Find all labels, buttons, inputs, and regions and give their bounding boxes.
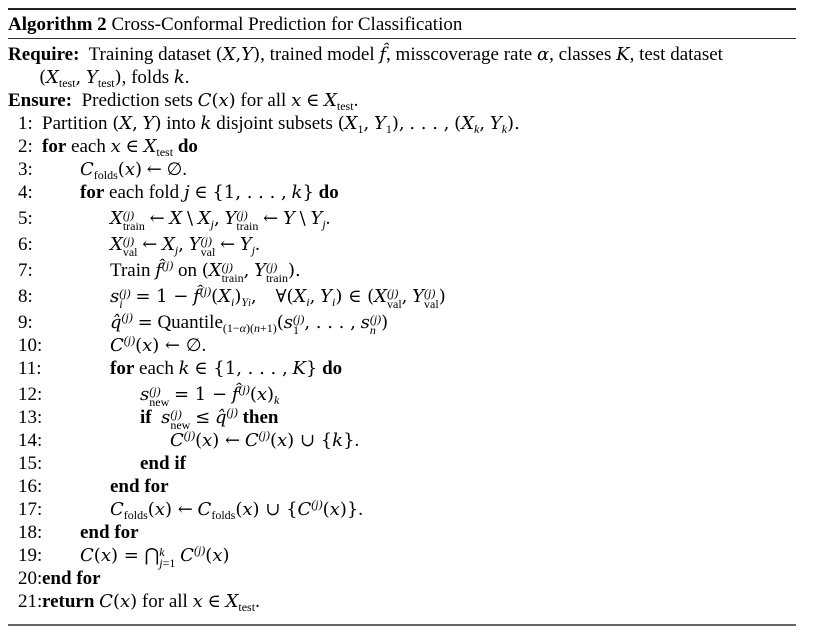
keyword-end-for: end for <box>42 568 101 589</box>
algorithm-line-7: 7: Train f̂$^{(j)}$ on (X (j) train , Y (j) train ). <box>18 258 301 285</box>
sub: new <box>170 418 191 432</box>
algorithm-line-2: 2: for each x ∈ $X_{test}$ do <box>18 136 198 159</box>
algorithm-line-6: 6: X (j) val ← $X_j$, Y (j) val ← $Y_j$. <box>18 234 260 259</box>
text: Partition <box>42 113 108 134</box>
sub: new <box>149 395 170 409</box>
keyword-end-for: end for <box>110 476 169 497</box>
text: Train <box>110 260 151 281</box>
algorithm-line-16 <box>8 475 796 498</box>
algorithm-line-17: 17: $C_{folds}(x)$ ← $C_{folds}(x)$ ∪ $\{C^{(j)}(x)\}$. <box>18 497 364 522</box>
line-number: 17: <box>18 499 43 520</box>
algorithm-line-4: 4: for each fold j ∈ {1, . . . , k} do <box>18 182 339 203</box>
line-number: 5: <box>18 208 33 229</box>
keyword-return: return <box>42 591 95 612</box>
sub: test <box>336 99 354 113</box>
keyword-then: then <box>242 407 279 428</box>
text: Quantile <box>157 312 223 333</box>
text: Prediction sets <box>81 90 193 111</box>
line-number: 7: <box>18 260 33 281</box>
keyword-for: for <box>42 136 67 157</box>
algorithm-line-20 <box>8 567 796 590</box>
line-number: 9: <box>18 312 33 333</box>
keyword-do: do <box>322 358 343 379</box>
text: classes <box>558 44 612 65</box>
text: folds <box>131 67 170 88</box>
algorithm-line-11: 11: for each k ∈ {1, . . . , K} do <box>18 358 343 379</box>
algorithm-caption <box>8 10 796 38</box>
sub: test <box>156 145 174 159</box>
sub: test <box>238 600 256 614</box>
algorithm-line-21: 21: return C(x) for all x ∈ $X_{test}$. <box>18 591 260 614</box>
text: on <box>177 260 197 281</box>
algorithm-line-3: 3: $C_{folds}(x)$ ← ∅. <box>18 159 188 182</box>
keyword-for: for <box>80 182 105 203</box>
keyword-do: do <box>177 136 198 157</box>
sub: test <box>97 76 115 90</box>
line-number: 10: <box>18 335 43 356</box>
algorithm-line-19: 19: C(x) = ⋂ k j=1 $C^{(j)}(x)$ <box>18 543 230 570</box>
sub: folds <box>123 508 148 522</box>
algorithm-block <box>8 8 796 613</box>
ensure-line: Ensure: Prediction sets C(x) for all x ∈ $X_{test}$. <box>8 90 359 113</box>
ensure-label: Ensure: <box>8 90 73 111</box>
line-number: 13: <box>18 407 43 428</box>
line-number: 6: <box>18 234 33 255</box>
bottom-rule <box>8 624 796 626</box>
line-number: 8: <box>18 286 33 307</box>
sub: train <box>265 271 288 285</box>
line-number: 2: <box>18 136 33 157</box>
text: fold <box>148 182 180 203</box>
algorithm-line-15 <box>8 452 796 475</box>
algorithm-line-18 <box>8 521 796 544</box>
keyword-if: if <box>140 407 152 428</box>
text: each <box>139 358 174 379</box>
keyword-end-for: end for <box>80 522 139 543</box>
sub: val <box>122 245 138 259</box>
algorithm-line-12: 12: s (j) new = $1 - f̂^{(j)}(x)_k$ <box>18 382 280 409</box>
text: each <box>71 136 106 157</box>
text: into <box>166 113 196 134</box>
algorithm-line-5: 5: X (j) train ← X \ $X_j$, Y (j) train ← Y \ $Y_j$. <box>18 208 331 233</box>
text: disjoint subsets <box>216 113 333 134</box>
sub: val <box>424 297 439 311</box>
sub: train <box>122 219 145 233</box>
sub: val <box>387 297 402 311</box>
sub: val <box>200 245 216 259</box>
sub: train <box>236 219 259 233</box>
algorithm-line-13: 13: if s (j) new ≤ q̂$^{(j)}$ then <box>18 405 279 432</box>
keyword-for: for <box>110 358 135 379</box>
line-number: 14: <box>18 430 43 451</box>
algorithm-title: Cross-Conformal Prediction for Classification <box>111 14 463 35</box>
text: for all <box>141 591 188 612</box>
line-number: 3: <box>18 159 33 180</box>
require-line: Require: Training dataset (X,Y), trained model f̂, misscoverage rate α, classes K, test dataset <box>8 44 723 65</box>
line-number: 12: <box>18 384 43 405</box>
line-number: 15: <box>18 453 43 474</box>
line-number: 18: <box>18 522 43 543</box>
algorithm-line-9: 9: q̂$^{(j)}$ = Quantile$_{(1-\alpha)(n+1)}$(s (j) 1 , . . . , s (j) n ) <box>18 310 389 337</box>
algorithm-body <box>8 39 796 613</box>
line-number: 20: <box>18 568 43 589</box>
line-number: 1: <box>18 113 33 134</box>
text: each <box>109 182 144 203</box>
line-number: 21: <box>18 591 43 612</box>
sub: folds <box>93 168 118 182</box>
algorithm-line-14: 14: $C^{(j)}(x)$ ← $C^{(j)}(x)$ ∪ {k}. <box>18 428 360 451</box>
sub: folds <box>211 508 236 522</box>
keyword-end-if: end if <box>140 453 186 474</box>
text: for all <box>240 90 287 111</box>
text: trained model <box>269 44 375 65</box>
line-number: 11: <box>18 358 42 379</box>
text: Training dataset <box>88 44 211 65</box>
sub: train <box>221 271 244 285</box>
sub: test <box>58 76 76 90</box>
algorithm-line-8: 8: s (j) i = $1 - f̂^{(j)}(X_i)_{Yi}$, $\forall(X_i$, $Y_i$) ∈ (X (j) val , Y (j) val ) <box>18 284 446 311</box>
keyword-do: do <box>318 182 339 203</box>
require-line-cont: ($X_{test}$, $Y_{test}$), folds k. <box>39 67 190 90</box>
algorithm-line-1: 1: Partition (X, Y) into k disjoint subsets ($X_1$, $Y_1$), . . . , ($X_k$, $Y_k$). <box>18 113 520 136</box>
line-number: 19: <box>18 545 43 566</box>
require-label: Require: <box>8 44 80 65</box>
algorithm-label: Algorithm 2 <box>8 14 107 35</box>
line-number: 4: <box>18 182 33 203</box>
algorithm-line-10: 10: $C^{(j)}(x)$ ← ∅. <box>18 333 207 356</box>
text: test dataset <box>639 44 723 65</box>
text: misscoverage rate <box>395 44 533 65</box>
line-number: 16: <box>18 476 43 497</box>
